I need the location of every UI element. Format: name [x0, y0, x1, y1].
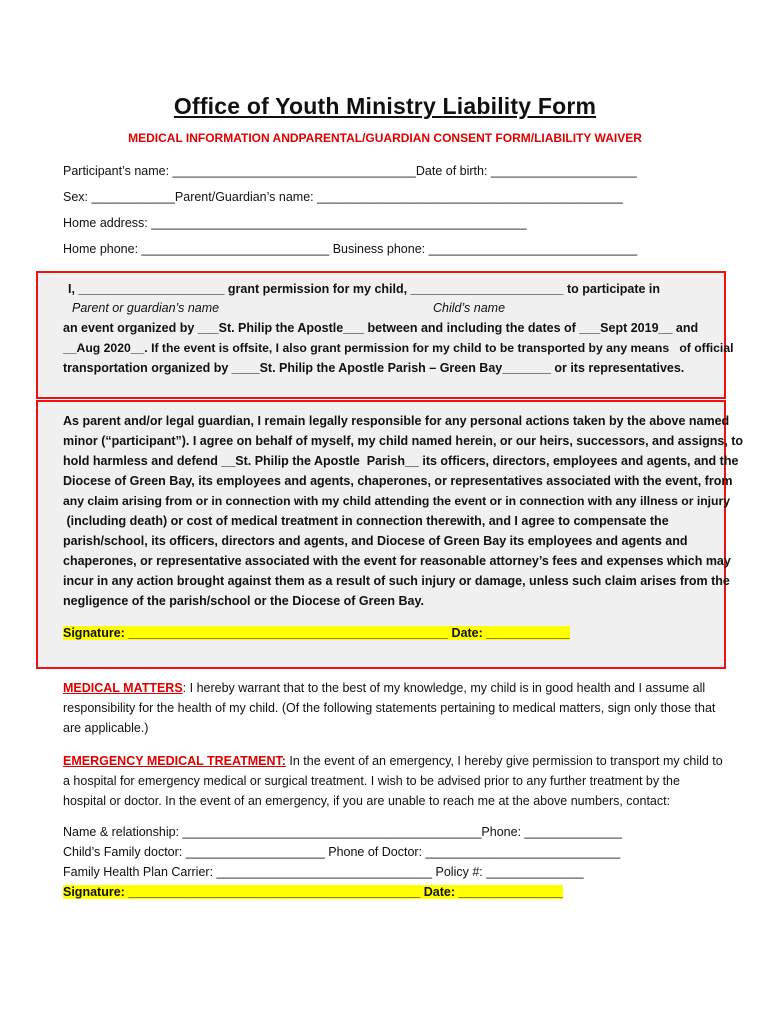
medical-matters-paragraph — [63, 678, 723, 738]
form-subtitle: MEDICAL INFORMATION ANDPARENTAL/GUARDIAN CONSENT FORM/LIABILITY WAIVER — [128, 131, 642, 145]
emergency-treatment-text: In the event of an emergency, I hereby give permission to transport my child to a hospital for emergency medical or surgical treatment. I wish to be advised prior to any further treatment by the hospital or doctor. In the event of an emergency, if you are unable to reach me at the above numbers, contact: — [63, 754, 723, 808]
sex-guardian-field[interactable]: Sex: ____________Parent/Guardian’s name: ____________________________________________ — [63, 190, 624, 204]
medical-matters-label: MEDICAL MATTERS — [63, 681, 183, 695]
waiver-signature-field[interactable]: Signature: ______________________________________________ Date: ____________ — [63, 626, 570, 640]
waiver-line: chaperones, or representative associated with the event for reasonable attorney’s fees and expenses which may — [63, 554, 731, 568]
parent-name-label: Parent or guardian’s name — [72, 301, 220, 315]
phones-field[interactable]: Home phone: ___________________________ Business phone: ______________________________ — [63, 242, 638, 256]
waiver-line: any claim arising from or in connection with my child attending the event or in connection with any illness or injury — [63, 494, 731, 508]
waiver-line: hold harmless and defend __St. Philip the Apostle Parish__ its officers, directors, employees and agents, and the — [63, 454, 739, 468]
consent-dates-line: __Aug 2020__. If the event is offsite, I also grant permission for my child to be transported by any means of official — [63, 341, 734, 355]
waiver-line: incur in any action brought against them as a result of such injury or damage, unless such claim arises from the — [63, 574, 730, 588]
emergency-contact-field[interactable]: Name & relationship: ___________________________________________Phone: ______________ — [63, 825, 622, 839]
health-plan-field[interactable]: Family Health Plan Carrier: _______________________________ Policy #: ______________ — [63, 865, 584, 879]
waiver-line: (including death) or cost of medical treatment in connection therewith, and I agree to compensate the — [63, 514, 669, 528]
consent-permission-line[interactable]: I, _____________________ grant permission for my child, ______________________ to participate in — [68, 282, 661, 296]
consent-event-line: an event organized by ___St. Philip the Apostle___ between and including the dates of ___Sept 2019__ and — [63, 321, 699, 335]
waiver-line: parish/school, its officers, directors and agents, and Diocese of Green Bay its employees and agents and — [63, 534, 688, 548]
waiver-line: Diocese of Green Bay, its employees and agents, chaperones, or representatives associated with the event, from — [63, 474, 733, 488]
waiver-line: As parent and/or legal guardian, I remain legally responsible for any personal actions taken by the above named — [63, 414, 730, 428]
form-title: Office of Youth Ministry Liability Form — [173, 93, 597, 119]
participant-name-dob-field[interactable]: Participant’s name: ___________________________________Date of birth: _____________________ — [63, 164, 637, 178]
medical-matters-text: : I hereby warrant that to the best of my knowledge, my child is in good health and I assume all responsibility for the health of my child. (Of the following statements pertaining to medical matters, sign only those that are applicable.) — [63, 681, 716, 735]
medical-signature-field[interactable]: Signature: __________________________________________ Date: _______________ — [63, 885, 563, 899]
waiver-line: minor (“participant”). I agree on behalf of myself, my child named herein, or our heirs, successors, and assigns, to — [63, 434, 744, 448]
family-doctor-field[interactable]: Child’s Family doctor: ____________________ Phone of Doctor: ____________________________ — [63, 845, 621, 859]
home-address-field[interactable]: Home address: ______________________________________________________ — [63, 216, 527, 230]
emergency-treatment-label: EMERGENCY MEDICAL TREATMENT: — [63, 754, 286, 768]
emergency-treatment-paragraph — [63, 751, 723, 811]
child-name-label: Child’s name — [433, 301, 506, 315]
waiver-line: negligence of the parish/school or the Diocese of Green Bay. — [63, 594, 424, 608]
consent-transport-line: transportation organized by ____St. Philip the Apostle Parish – Green Bay_______ or its representatives. — [63, 361, 685, 375]
